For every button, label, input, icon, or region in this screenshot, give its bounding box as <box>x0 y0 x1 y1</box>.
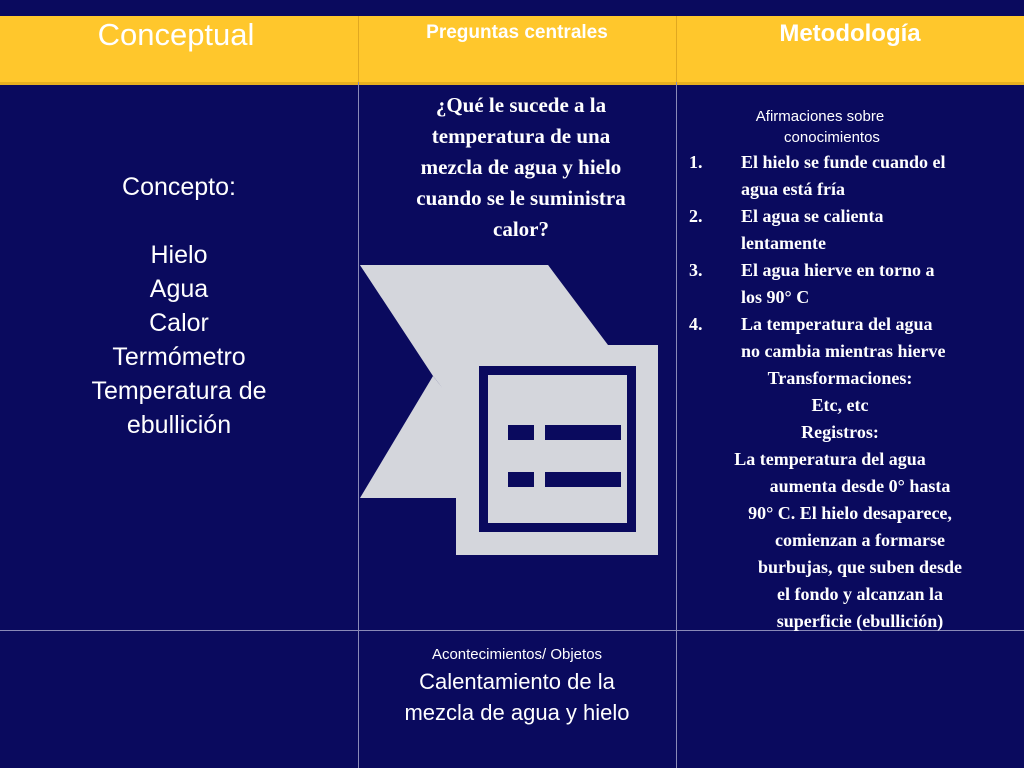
registros-line: superficie (ebullición) <box>776 611 944 631</box>
question-line: ¿Qué le sucede a la <box>435 93 607 117</box>
afirmaciones-title-line2: conocimientos <box>784 129 880 146</box>
list-item-line: La temperatura del agua <box>741 314 933 334</box>
list-item-line: El agua hierve en torno a <box>741 260 935 280</box>
afirmaciones-title <box>680 106 960 148</box>
list-item <box>680 203 1020 257</box>
question-line: mezcla de agua y hielo <box>420 155 622 179</box>
list-item-line: agua está fría <box>741 179 845 199</box>
list-checklist-icon <box>358 263 658 558</box>
acontecimientos-line: mezcla de agua y hielo <box>404 700 630 725</box>
central-question <box>376 90 666 245</box>
header-bar <box>0 16 1024 85</box>
header-divider-2 <box>676 16 677 82</box>
concept-item: Temperatura de <box>91 377 267 405</box>
etc-text: Etc, etc <box>811 395 869 415</box>
concept-item: Termómetro <box>112 343 246 371</box>
concept-item: Hielo <box>150 241 208 269</box>
list-item-number: 3. <box>689 260 703 280</box>
list-item <box>680 149 1020 203</box>
list-item-line: los 90° C <box>741 287 810 307</box>
concept-item: ebullición <box>126 411 232 439</box>
list-item-number: 2. <box>689 206 703 226</box>
list-item <box>680 311 1020 365</box>
header-preguntas-label: Preguntas centrales <box>426 22 608 43</box>
registros-label: Registros: <box>801 422 879 442</box>
question-line: temperatura de una <box>431 124 611 148</box>
header-metodologia <box>676 16 1024 82</box>
concept-item: Agua <box>149 275 209 303</box>
header-conceptual-label: Conceptual <box>97 17 255 52</box>
afirmaciones-title-line1: Afirmaciones sobre <box>755 108 885 125</box>
registros-line: 90° C. El hielo desaparece, <box>748 503 952 523</box>
registros-line: el fondo y alcanzan la <box>776 584 943 604</box>
acontecimientos-cell <box>358 646 676 728</box>
column-divider-2 <box>676 16 677 768</box>
conceptual-column <box>0 170 358 442</box>
registros-line: La temperatura del agua <box>734 449 926 469</box>
acontecimientos-line: Calentamiento de la <box>419 669 615 694</box>
transformaciones-label: Transformaciones: <box>767 368 913 388</box>
concepto-label: Concepto: <box>122 173 236 201</box>
metodologia-column <box>680 106 1020 635</box>
list-item-line: El agua se calienta <box>741 206 884 226</box>
list-item <box>680 257 1020 311</box>
header-divider-1 <box>358 16 359 82</box>
list-item-line: lentamente <box>741 233 826 253</box>
concept-item: Calor <box>149 309 209 337</box>
header-metodologia-label: Metodología <box>779 20 921 47</box>
afirmaciones-list <box>680 149 1020 365</box>
list-item-number: 1. <box>689 152 703 172</box>
question-line: cuando se le suministra <box>416 186 626 210</box>
header-conceptual <box>0 16 358 82</box>
acontecimientos-label: Acontecimientos/ Objetos <box>431 646 603 663</box>
list-item-line: El hielo se funde cuando el <box>741 152 946 172</box>
list-item-line: no cambia mientras hierve <box>741 341 946 361</box>
question-line: calor? <box>493 217 549 241</box>
list-item-number: 4. <box>689 314 703 334</box>
top-strip <box>0 0 1024 16</box>
registros-line: aumenta desde 0° hasta <box>769 476 951 496</box>
registros-line: burbujas, que suben desde <box>757 557 963 577</box>
registros-line: comienzan a formarse <box>775 530 945 550</box>
header-preguntas <box>358 16 676 82</box>
